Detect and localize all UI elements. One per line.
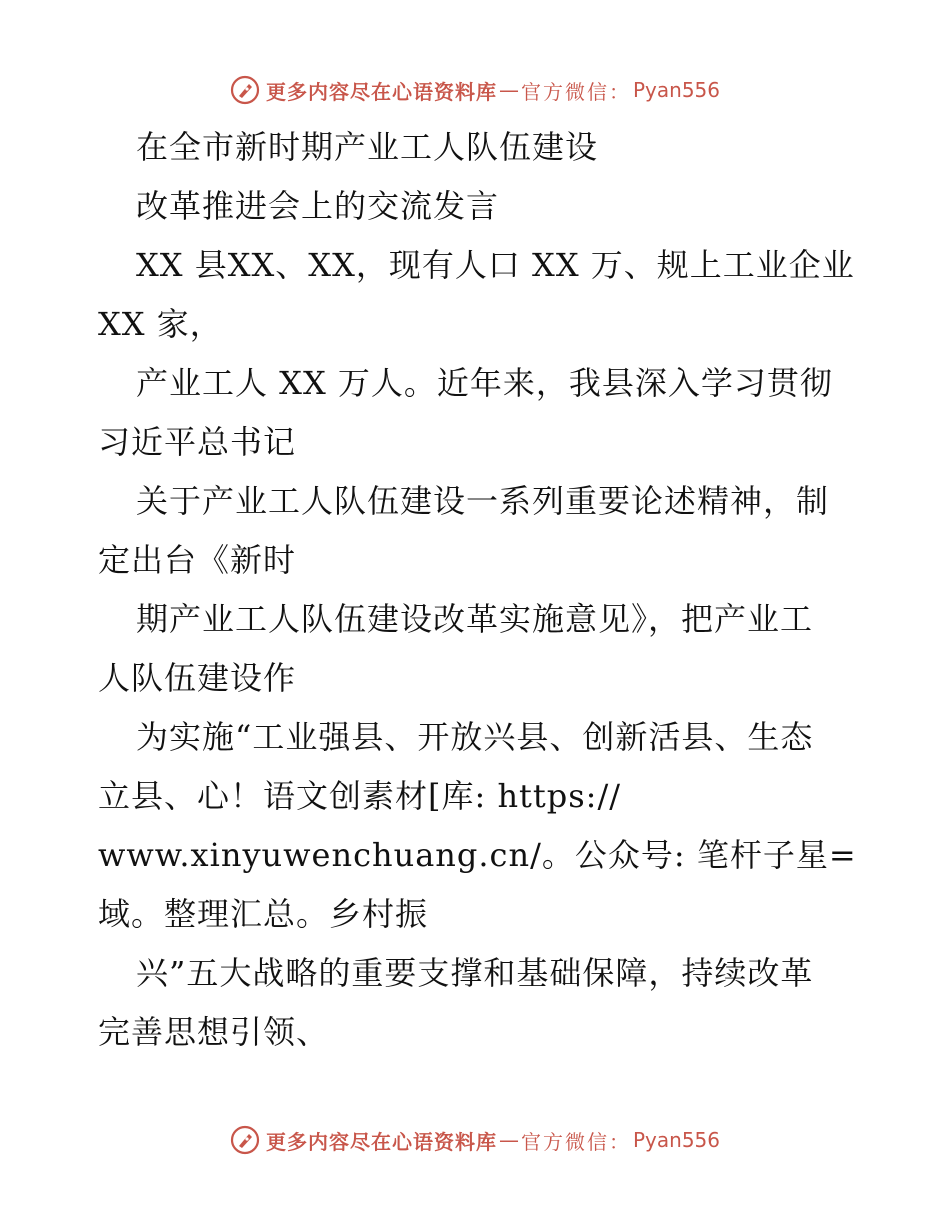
watermark-label: 官方微信： xyxy=(520,79,631,104)
watermark-dash: — xyxy=(498,1128,519,1152)
watermark-wechat-id: Pyan556 xyxy=(632,1128,720,1152)
text-line: 产业工人 XX 万人。近年来，我县深入学习贯彻 xyxy=(136,364,833,402)
text-line: 完善思想引领、 xyxy=(98,1013,330,1051)
watermark-brand: 更多内容尽在心语资料库 xyxy=(265,1129,497,1154)
watermark-wechat-id: Pyan556 xyxy=(632,78,720,102)
text-line: 人队伍建设作 xyxy=(98,659,297,697)
watermark-label: 官方微信： xyxy=(520,1129,631,1154)
text-line: 兴”五大战略的重要支撑和基础保障，持续改革 xyxy=(136,954,814,992)
text-line: 关于产业工人队伍建设一系列重要论述精神，制 xyxy=(136,482,830,520)
text-line: 期产业工人队伍建设改革实施意见》，把产业工 xyxy=(136,600,814,638)
text-line: 在全市新时期产业工人队伍建设 xyxy=(136,128,599,166)
text-line: 习近平总书记 xyxy=(98,423,297,461)
header-watermark xyxy=(0,70,950,110)
text-line: 定出台《新时 xyxy=(98,541,297,579)
watermark-brand: 更多内容尽在心语资料库 xyxy=(265,79,497,104)
document-body xyxy=(98,118,858,1062)
pen-nib-logo-icon xyxy=(230,1125,260,1155)
text-line: www.xinyuwenchuang.cn/。公众号: 笔杆子星= xyxy=(98,836,857,874)
watermark-dash: — xyxy=(498,78,519,102)
text-line: XX 县XX、XX，现有人口 XX 万、规上工业企业 xyxy=(136,246,855,284)
text-line: XX 家， xyxy=(98,305,223,343)
text-line: 立县、心！语文创素材[库: https:// xyxy=(98,777,622,815)
text-line: 改革推进会上的交流发言 xyxy=(136,187,500,225)
footer-watermark xyxy=(0,1120,950,1160)
pen-nib-logo-icon xyxy=(230,75,260,105)
text-line: 域。整理汇总。乡村振 xyxy=(98,895,429,933)
text-line: 为实施“工业强县、开放兴县、创新活县、生态 xyxy=(136,718,814,756)
